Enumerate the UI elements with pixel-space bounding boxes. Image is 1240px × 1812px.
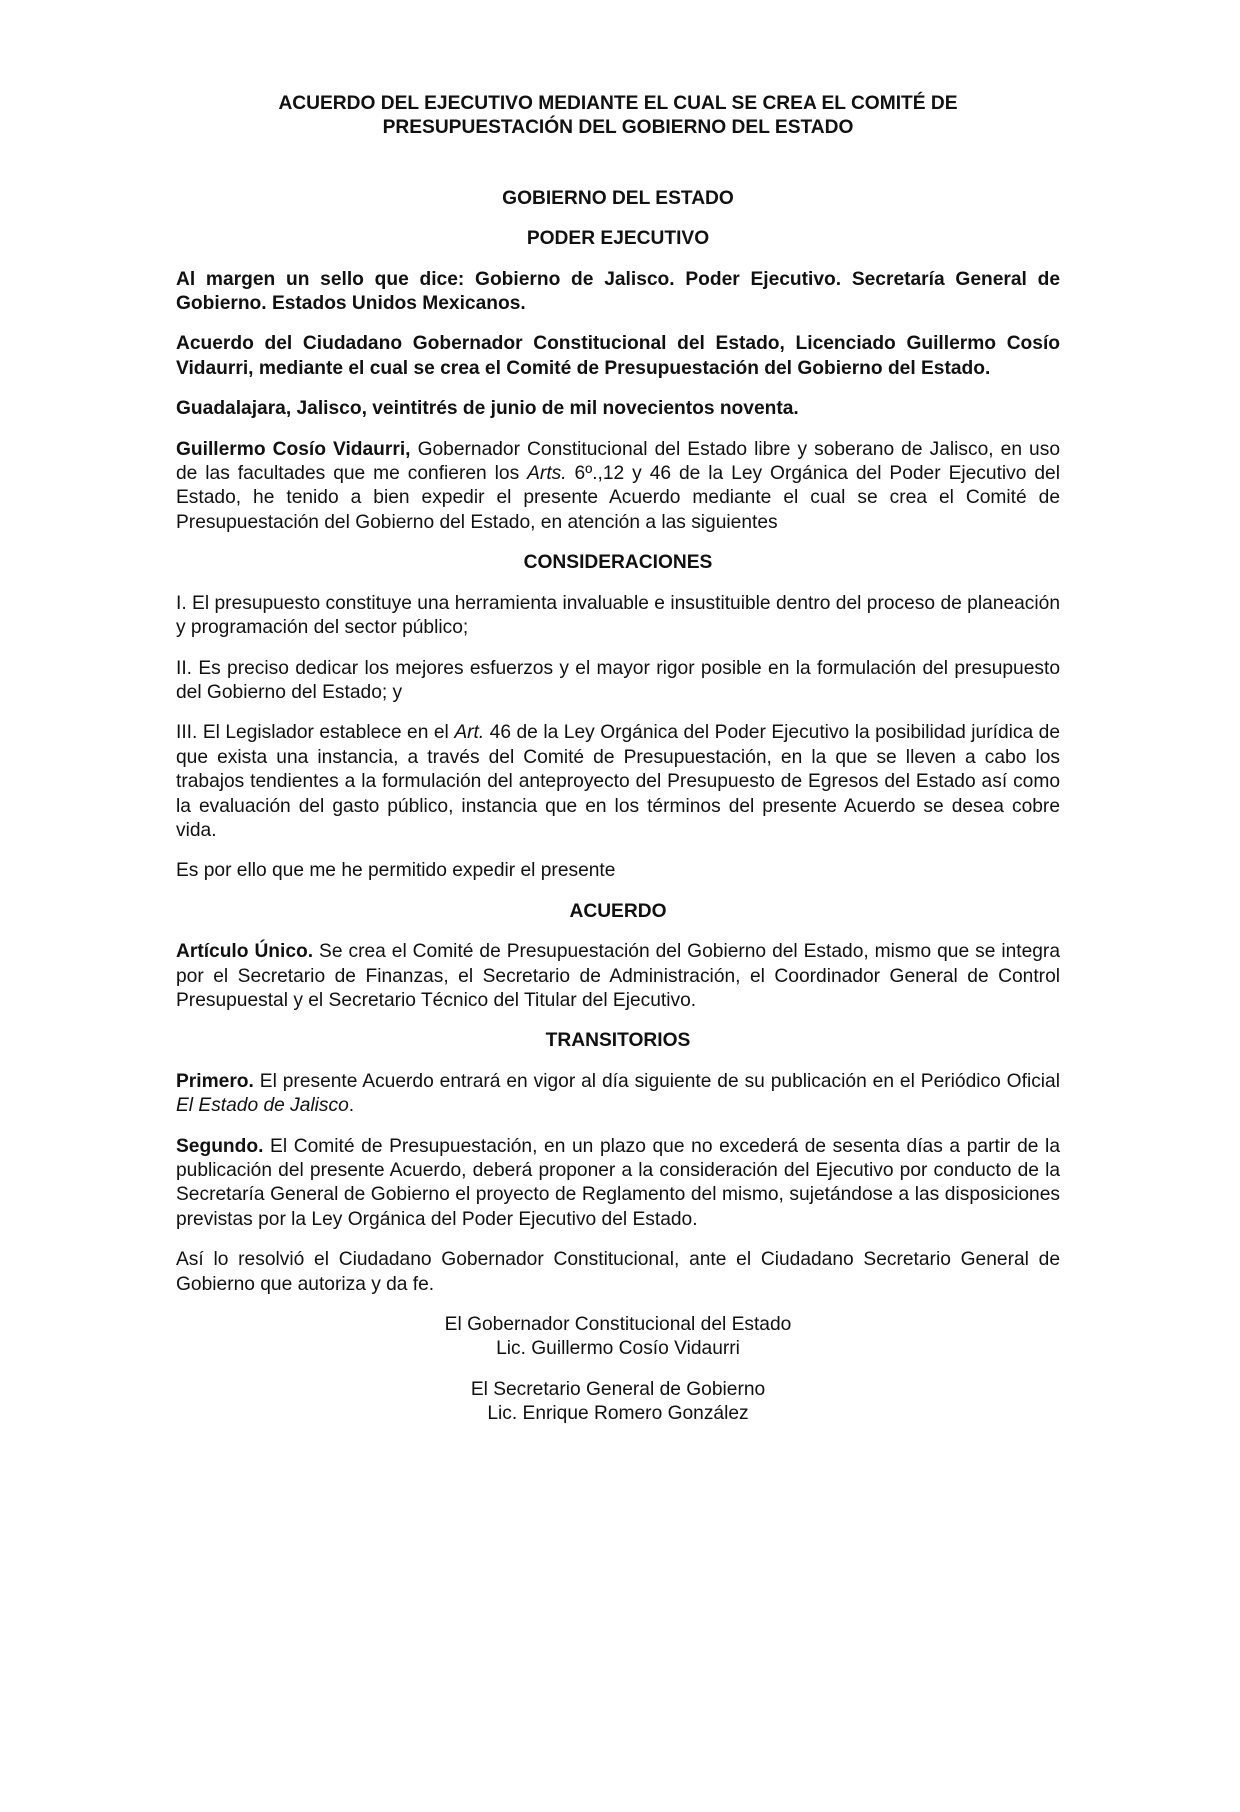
transitory-second (176, 1135, 1060, 1233)
considerations-heading: CONSIDERACIONES (523, 552, 713, 574)
secretary-name: Lic. Enrique Romero González (487, 1403, 749, 1425)
sole-article-text: Se crea el Comité de Presupuestación del Gobierno del Estado, mismo que se integra por el Secretario de Finanzas, el Secretario de Administración, el Coordinador General de Control Presupuestal y el Secretario Técnico del Titular del Ejecutivo. (176, 941, 1060, 1011)
periodical-name: El Estado de Jalisco (176, 1095, 349, 1117)
preamble-text-1: Gobernador Constitucional del Estado libre y soberano de Jalisco, en uso de las facultades que me confieren los (176, 438, 1060, 485)
preamble-text-2: 6º.,12 y 46 de la Ley Orgánica del Poder Ejecutivo del Estado, he tenido a bien expedir el presente Acuerdo mediante el cual se crea el Comité de Presupuestación del Gobierno del Estado, en atención a las siguientes (176, 463, 1060, 533)
secretary-signature-block (176, 1378, 1060, 1427)
secretary-title: El Secretario General de Gobierno (470, 1378, 766, 1400)
transitory-first-text: El presente Acuerdo entrará en vigor al día siguiente de su publicación en el Periódico Oficial (253, 1070, 1060, 1092)
governor-title: El Gobernador Constitucional del Estado (444, 1314, 792, 1336)
consideration-3-text-2: 46 de la Ley Orgánica del Poder Ejecutivo la posibilidad jurídica de que exista una instancia, a través del Comité de Presupuestación, en la que se lleven a cabo los trabajos tendientes a la formulación del anteproyecto del Presupuesto de Egresos del Estado así como la evaluación del gasto público, instancia que en los términos del presente Acuerdo se desea cobre vida. (176, 722, 1060, 841)
document-page (176, 92, 1060, 1427)
document-title-line-2: PRESUPUESTACIÓN DEL GOBIERNO DEL ESTADO (382, 117, 854, 139)
transitory-second-label: Segundo. (176, 1135, 264, 1157)
transitory-heading: TRANSITORIOS (545, 1030, 691, 1052)
place-date: Guadalajara, Jalisco, veintitrés de junio de mil novecientos noventa. (176, 398, 799, 420)
sole-article (176, 940, 1060, 1013)
closing-intro: Es por ello que me he permitido expedir el presente (176, 860, 616, 882)
executive-power-heading: PODER EJECUTIVO (526, 228, 710, 250)
transitory-first (176, 1070, 1060, 1119)
preamble-name: Guillermo Cosío Vidaurri, (176, 438, 411, 460)
sole-article-label: Artículo Único. (176, 941, 314, 963)
preamble-arts: Arts. (527, 463, 567, 485)
governor-signature-block (176, 1313, 1060, 1362)
consideration-3 (176, 721, 1060, 843)
document-title-line-1: ACUERDO DEL EJECUTIVO MEDIANTE EL CUAL SE CREA EL COMITÉ DE (278, 93, 958, 114)
transitory-first-label: Primero. (176, 1070, 254, 1092)
transitory-first-end: . (348, 1095, 355, 1117)
governor-name: Lic. Guillermo Cosío Vidaurri (496, 1338, 740, 1360)
government-heading: GOBIERNO DEL ESTADO (502, 187, 734, 209)
agreement-heading: ACUERDO (569, 900, 667, 922)
resolution-paragraph: Así lo resolvió el Ciudadano Gobernador Constitucional, ante el Ciudadano Secretario General de Gobierno que autoriza y da fe. (176, 1249, 1060, 1295)
consideration-1: I. El presupuesto constituye una herramienta invaluable e insustituible dentro del proceso de planeación y programación del sector público; (176, 592, 1060, 639)
preamble-paragraph (176, 438, 1060, 536)
document-title (176, 92, 1060, 141)
consideration-2: II. Es preciso dedicar los mejores esfuerzos y el mayor rigor posible en la formulación del presupuesto del Gobierno del Estado; y (176, 657, 1060, 703)
consideration-3-art: Art. (454, 722, 485, 744)
agreement-summary: Acuerdo del Ciudadano Gobernador Constitucional del Estado, Licenciado Guillermo Cosío Vidaurri, mediante el cual se crea el Comité de Presupuestación del Gobierno del Estado. (176, 333, 1060, 379)
seal-note: Al margen un sello que dice: Gobierno de Jalisco. Poder Ejecutivo. Secretaría General de Gobierno. Estados Unidos Mexicanos. (176, 268, 1060, 315)
transitory-second-text: El Comité de Presupuestación, en un plazo que no excederá de sesenta días a partir de la publicación del presente Acuerdo, deberá proponer a la consideración del Ejecutivo por conducto de la Secretaría General de Gobierno el proyecto de Reglamento del mismo, sujetándose a las disposiciones previstas por la Ley Orgánica del Poder Ejecutivo del Estado. (176, 1135, 1060, 1230)
consideration-3-text-1: III. El Legislador establece en el (176, 722, 455, 744)
